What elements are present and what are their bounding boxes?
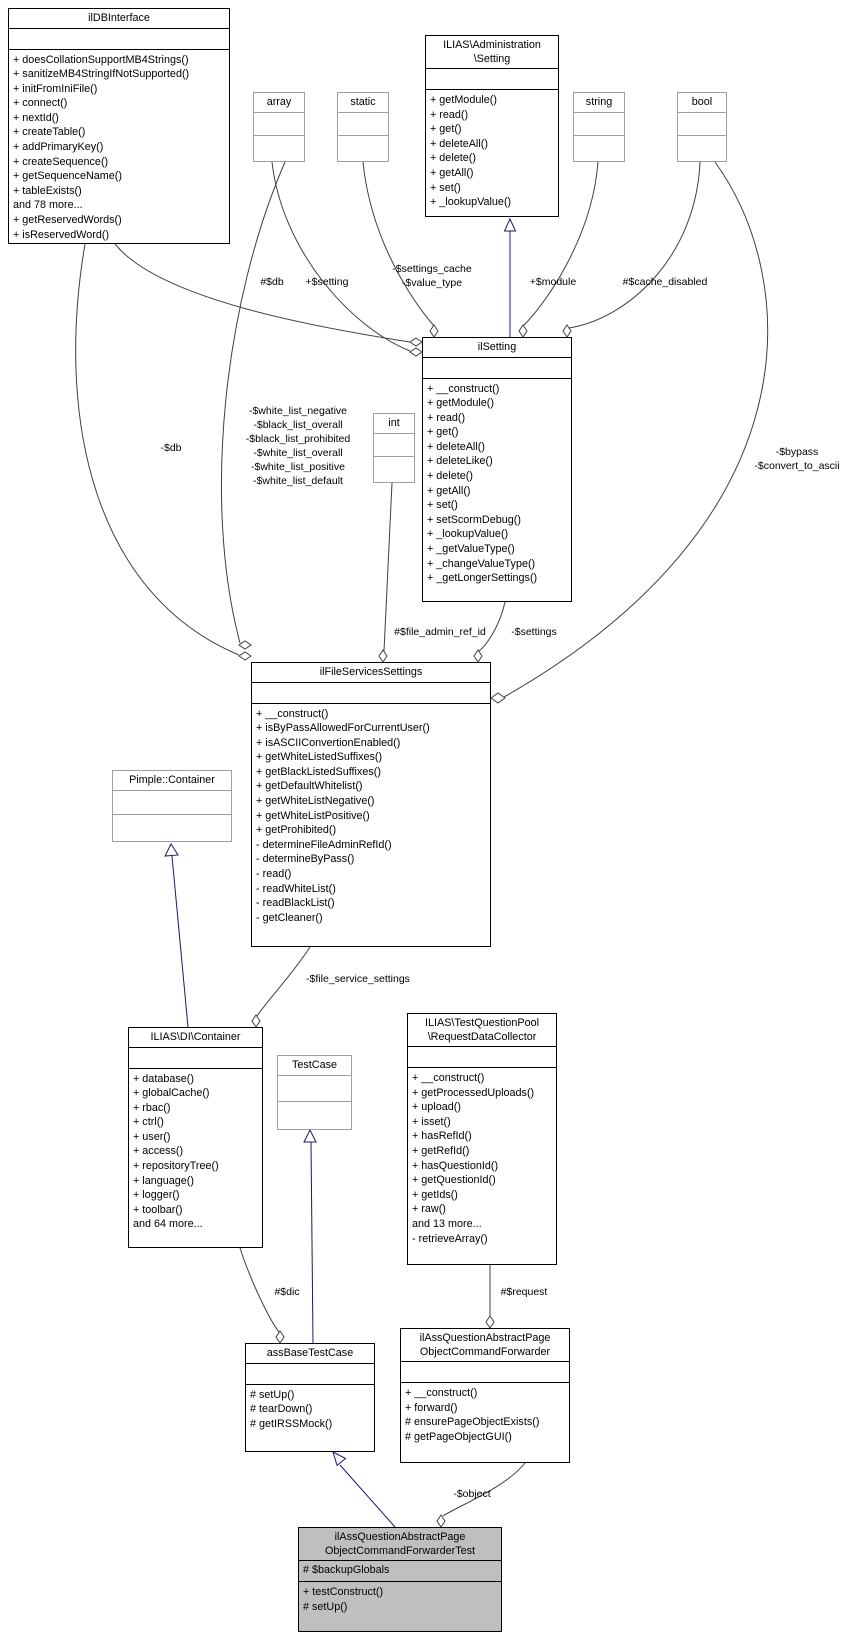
method-row: + delete(): [430, 152, 476, 165]
aggregation-diamond: [430, 325, 438, 337]
edge-dicontainer-inherits-pimple: [172, 856, 188, 1027]
attributes-compartment: [246, 1364, 374, 1385]
method-row: # getIRSSMock(): [250, 1417, 333, 1430]
method-row: + get(): [430, 123, 462, 136]
method-row: + language(): [133, 1174, 194, 1187]
class-title-line: string: [585, 96, 613, 108]
class-bool[interactable]: [677, 92, 727, 162]
method-row: # ensurePageObjectExists(): [405, 1416, 540, 1429]
method-row: + access(): [133, 1145, 184, 1158]
attributes-compartment: [9, 29, 229, 50]
attributes-compartment: [252, 683, 490, 704]
edge-label-object: -$object: [453, 1488, 491, 1500]
attributes-compartment: [408, 1047, 556, 1068]
class-array[interactable]: [253, 92, 305, 162]
class-title: [338, 93, 388, 113]
edge-ildbinterface-to-filesettings: [76, 244, 239, 655]
attributes-compartment: [374, 434, 414, 458]
methods-compartment: [299, 1582, 501, 1631]
method-row: + forward(): [405, 1401, 458, 1414]
class-title-line: ilDBInterface: [88, 12, 150, 24]
attributes-compartment: [574, 113, 624, 137]
class-title: [113, 771, 231, 791]
method-row: - readWhiteList(): [256, 882, 336, 895]
method-row: + addPrimaryKey(): [13, 141, 104, 154]
methods-compartment: [129, 1069, 262, 1248]
method-row: + getModule(): [427, 397, 494, 410]
aggregation-diamond: [410, 348, 422, 356]
class-title-line: ILIAS\TestQuestionPool: [424, 1017, 540, 1029]
edge-forwardertest-inherits-assbasetestcase: [340, 1465, 395, 1527]
method-row: + _getValueType(): [427, 543, 515, 556]
method-row: + getWhiteListNegative(): [256, 795, 375, 808]
attributes-compartment: [299, 1561, 501, 1582]
method-row: + deleteLike(): [427, 455, 493, 468]
method-row: + hasRefId(): [412, 1130, 472, 1143]
class-forwarder-test[interactable]: [298, 1527, 502, 1632]
method-row: + __construct(): [427, 382, 500, 395]
class-title-line: ilSetting: [477, 341, 517, 353]
method-row: + testConstruct(): [303, 1586, 384, 1598]
method-row: and 13 more...: [412, 1217, 482, 1230]
class-static[interactable]: [337, 92, 389, 162]
methods-compartment: [278, 1102, 351, 1129]
attribute-row: # $backupGlobals: [303, 1564, 390, 1576]
attributes-compartment: [338, 113, 388, 137]
edge-label-wl-positive: -$white_list_positive: [251, 461, 345, 473]
edge-label-bypass: -$bypass: [775, 446, 819, 458]
methods-compartment: [9, 50, 229, 246]
attributes-compartment: [401, 1362, 569, 1383]
methods-compartment: [374, 457, 414, 482]
class-string[interactable]: [573, 92, 625, 162]
aggregation-diamond: [519, 325, 527, 337]
class-title-line: assBaseTestCase: [266, 1347, 354, 1359]
class-title: [426, 36, 558, 69]
class-title-line: TestCase: [291, 1059, 337, 1071]
edge-label-dic: #$dic: [274, 1286, 300, 1298]
class-title: [246, 1344, 374, 1364]
method-row: # tearDown(): [250, 1403, 313, 1416]
method-row: + deleteAll(): [430, 137, 488, 150]
method-row: + read(): [427, 411, 466, 424]
method-row: - getCleaner(): [256, 911, 323, 924]
method-row: + toolbar(): [133, 1203, 183, 1216]
class-title: [408, 1014, 556, 1047]
inheritance-arrowhead: [333, 1452, 346, 1466]
class-title: [401, 1329, 569, 1362]
method-row: + getProhibited(): [256, 824, 337, 837]
edge-label-wl-overall: -$white_list_overall: [253, 447, 343, 459]
methods-compartment: [401, 1383, 569, 1462]
class-title-line: \Setting: [473, 52, 511, 65]
method-row: + user(): [133, 1130, 171, 1143]
aggregation-diamond: [563, 325, 571, 337]
method-row: + get(): [427, 426, 459, 439]
edge-assbasetestcase-inherits-testcase: [311, 1142, 313, 1343]
class-title: [129, 1028, 262, 1048]
method-row: + getAll(): [430, 166, 474, 179]
class-admin-setting[interactable]: [425, 35, 559, 217]
attributes-compartment: [423, 358, 571, 379]
class-assbasetestcase[interactable]: [245, 1343, 375, 1452]
class-title: [678, 93, 726, 113]
method-row: + getReservedWords(): [13, 214, 122, 227]
aggregation-diamond: [437, 1515, 445, 1527]
aggregation-diamond: [410, 338, 422, 346]
class-title-line: Pimple::Container: [129, 774, 215, 786]
attributes-compartment: [426, 69, 558, 90]
method-row: + nextId(): [13, 111, 59, 124]
aggregation-diamond: [491, 693, 505, 703]
method-row: + isASCIIConvertionEnabled(): [256, 736, 401, 749]
aggregation-diamond: [239, 652, 251, 660]
method-row: + read(): [430, 108, 469, 121]
method-row: + __construct(): [256, 707, 329, 720]
aggregation-diamond: [474, 650, 482, 662]
edge-array-to-filesettings: [221, 162, 285, 643]
aggregation-diamond: [239, 641, 251, 649]
class-title-line: array: [266, 96, 292, 108]
methods-compartment: [426, 90, 558, 216]
method-row: # setUp(): [250, 1388, 295, 1401]
class-title: [278, 1056, 351, 1076]
attributes-compartment: [678, 113, 726, 137]
class-title: [9, 9, 229, 29]
method-row: + isset(): [412, 1115, 451, 1128]
edge-label-settings-cache: -$settings_cache: [392, 263, 472, 275]
method-row: + getQuestionId(): [412, 1174, 496, 1187]
method-row: + initFromIniFile(): [13, 82, 98, 95]
edge-label-file-service-settings: -$file_service_settings: [306, 973, 410, 985]
method-row: + connect(): [13, 97, 68, 110]
class-title-line: ILIAS\Administration: [443, 39, 541, 51]
method-row: + sanitizeMB4StringIfNotSupported(): [13, 68, 190, 81]
aggregation-diamond: [252, 1015, 260, 1027]
class-title-line: bool: [691, 96, 713, 108]
method-row: - read(): [256, 868, 292, 881]
method-row: + set(): [427, 499, 458, 512]
method-row: + repositoryTree(): [133, 1160, 219, 1173]
method-row: + doesCollationSupportMB4Strings(): [13, 53, 189, 66]
edge-label-bl-prohibited: -$black_list_prohibited: [245, 433, 351, 445]
edge-static-to-ilsetting: [363, 162, 434, 326]
method-row: + getSequenceName(): [13, 170, 122, 183]
method-row: + getModule(): [430, 94, 497, 106]
edge-label-db2: -$db: [160, 442, 182, 454]
edge-label-setting: +$setting: [305, 276, 349, 288]
method-row: + __construct(): [412, 1072, 485, 1084]
method-row: and 78 more...: [13, 199, 83, 212]
methods-compartment: [338, 136, 388, 161]
method-row: + getWhiteListPositive(): [256, 809, 370, 822]
class-testcase[interactable]: [277, 1055, 352, 1130]
edge-label-db: #$db: [260, 276, 284, 288]
method-row: and 64 more...: [133, 1218, 203, 1231]
aggregation-diamond: [486, 1316, 494, 1328]
method-row: + getDefaultWhitelist(): [256, 780, 363, 793]
attributes-compartment: [278, 1076, 351, 1102]
method-row: - readBlackList(): [256, 897, 335, 910]
methods-compartment: [423, 379, 571, 602]
edge-label-value-type: -$value_type: [401, 277, 463, 289]
method-row: + setScormDebug(): [427, 513, 521, 526]
method-row: + hasQuestionId(): [412, 1159, 499, 1172]
class-title-line: static: [350, 96, 376, 108]
class-title-line: \RequestDataCollector: [427, 1030, 537, 1043]
class-title: [252, 663, 490, 683]
class-ilsetting[interactable]: [422, 337, 572, 602]
class-request-data-collector[interactable]: [407, 1013, 557, 1265]
method-row: + _changeValueType(): [427, 557, 536, 570]
attributes-compartment: [129, 1048, 262, 1069]
class-title-line: ILIAS\DI\Container: [150, 1031, 241, 1043]
method-row: # getPageObjectGUI(): [405, 1430, 512, 1443]
edge-label-module: +$module: [529, 276, 577, 288]
method-row: + isByPassAllowedForCurrentUser(): [256, 722, 430, 735]
class-di-container[interactable]: [128, 1027, 263, 1248]
inheritance-arrowhead: [505, 219, 516, 231]
method-row: + getRefId(): [412, 1144, 470, 1157]
method-row: + _lookupValue(): [430, 196, 512, 209]
methods-compartment: [252, 704, 490, 947]
class-title-line: ilAssQuestionAbstractPage: [334, 1531, 466, 1543]
method-row: + tableExists(): [13, 184, 82, 197]
edge-bool-to-ilsetting: [569, 162, 700, 328]
method-row: + set(): [430, 181, 461, 194]
method-row: + database(): [133, 1072, 194, 1085]
method-row: + deleteAll(): [427, 440, 485, 453]
method-row: + __construct(): [405, 1387, 478, 1399]
class-title-line: ilAssQuestionAbstractPage: [419, 1332, 551, 1344]
aggregation-diamond: [276, 1331, 284, 1343]
edge-ildbinterface-to-ilsetting: [115, 244, 410, 342]
method-row: + globalCache(): [133, 1087, 210, 1100]
class-title: [574, 93, 624, 113]
method-row: + logger(): [133, 1189, 180, 1202]
class-title-line: ObjectCommandForwarderTest: [324, 1544, 475, 1557]
method-row: + getBlackListedSuffixes(): [256, 765, 381, 778]
inheritance-arrowhead: [165, 844, 178, 856]
class-title: [299, 1528, 501, 1561]
inheritance-arrowhead: [304, 1130, 316, 1142]
class-filesettings[interactable]: [251, 662, 491, 947]
attributes-compartment: [113, 791, 231, 816]
class-ildbinterface[interactable]: [8, 8, 230, 244]
methods-compartment: [678, 136, 726, 161]
class-title: [374, 414, 414, 434]
class-title: [254, 93, 304, 113]
edge-dicontainer-to-assbasetestcase: [240, 1248, 279, 1332]
class-title-line: ilFileServicesSettings: [319, 666, 423, 678]
method-row: + _getLongerSettings(): [427, 572, 538, 585]
class-title: [423, 338, 571, 358]
method-row: - determineFileAdminRefId(): [256, 838, 392, 851]
edge-filesettings-to-dicontainer: [257, 947, 310, 1016]
edge-label-cache-disabled: #$cache_disabled: [622, 276, 708, 288]
method-row: + raw(): [412, 1203, 446, 1216]
edge-label-file-admin-ref-id: #$file_admin_ref_id: [394, 626, 486, 638]
method-row: + getIds(): [412, 1188, 458, 1201]
edge-int-to-filesettings: [384, 483, 392, 651]
aggregation-diamond: [379, 650, 387, 662]
class-title-line: int: [388, 417, 400, 429]
method-row: + isReservedWord(): [13, 228, 110, 241]
methods-compartment: [254, 136, 304, 161]
method-row: + rbac(): [133, 1101, 171, 1114]
class-int[interactable]: [373, 413, 415, 483]
method-row: - retrieveArray(): [412, 1232, 488, 1245]
edge-label-settings: -$settings: [511, 626, 557, 638]
method-row: + getWhiteListedSuffixes(): [256, 751, 383, 764]
class-pimple-container[interactable]: [112, 770, 232, 842]
method-row: + delete(): [427, 470, 473, 483]
class-title-line: ObjectCommandForwarder: [419, 1345, 551, 1358]
edge-label-request: #$request: [500, 1286, 548, 1298]
methods-compartment: [246, 1385, 374, 1452]
method-row: # setUp(): [303, 1600, 348, 1613]
methods-compartment: [408, 1068, 556, 1264]
edge-label-convert-to-ascii: -$convert_to_ascii: [754, 460, 840, 472]
method-row: + upload(): [412, 1101, 461, 1114]
method-row: + getAll(): [427, 484, 471, 497]
methods-compartment: [574, 136, 624, 161]
edge-label-wl-negative: -$white_list_negative: [248, 405, 348, 417]
method-row: - determineByPass(): [256, 853, 355, 866]
edge-label-wl-default: -$white_list_default: [253, 475, 343, 487]
class-forwarder[interactable]: [400, 1328, 570, 1463]
method-row: + ctrl(): [133, 1116, 164, 1129]
method-row: + getProcessedUploads(): [412, 1086, 535, 1099]
method-row: + createSequence(): [13, 155, 109, 168]
edge-label-bl-overall: -$black_list_overall: [253, 419, 343, 431]
attributes-compartment: [254, 113, 304, 137]
methods-compartment: [113, 815, 231, 841]
method-row: + createTable(): [13, 126, 86, 139]
method-row: + _lookupValue(): [427, 528, 509, 541]
